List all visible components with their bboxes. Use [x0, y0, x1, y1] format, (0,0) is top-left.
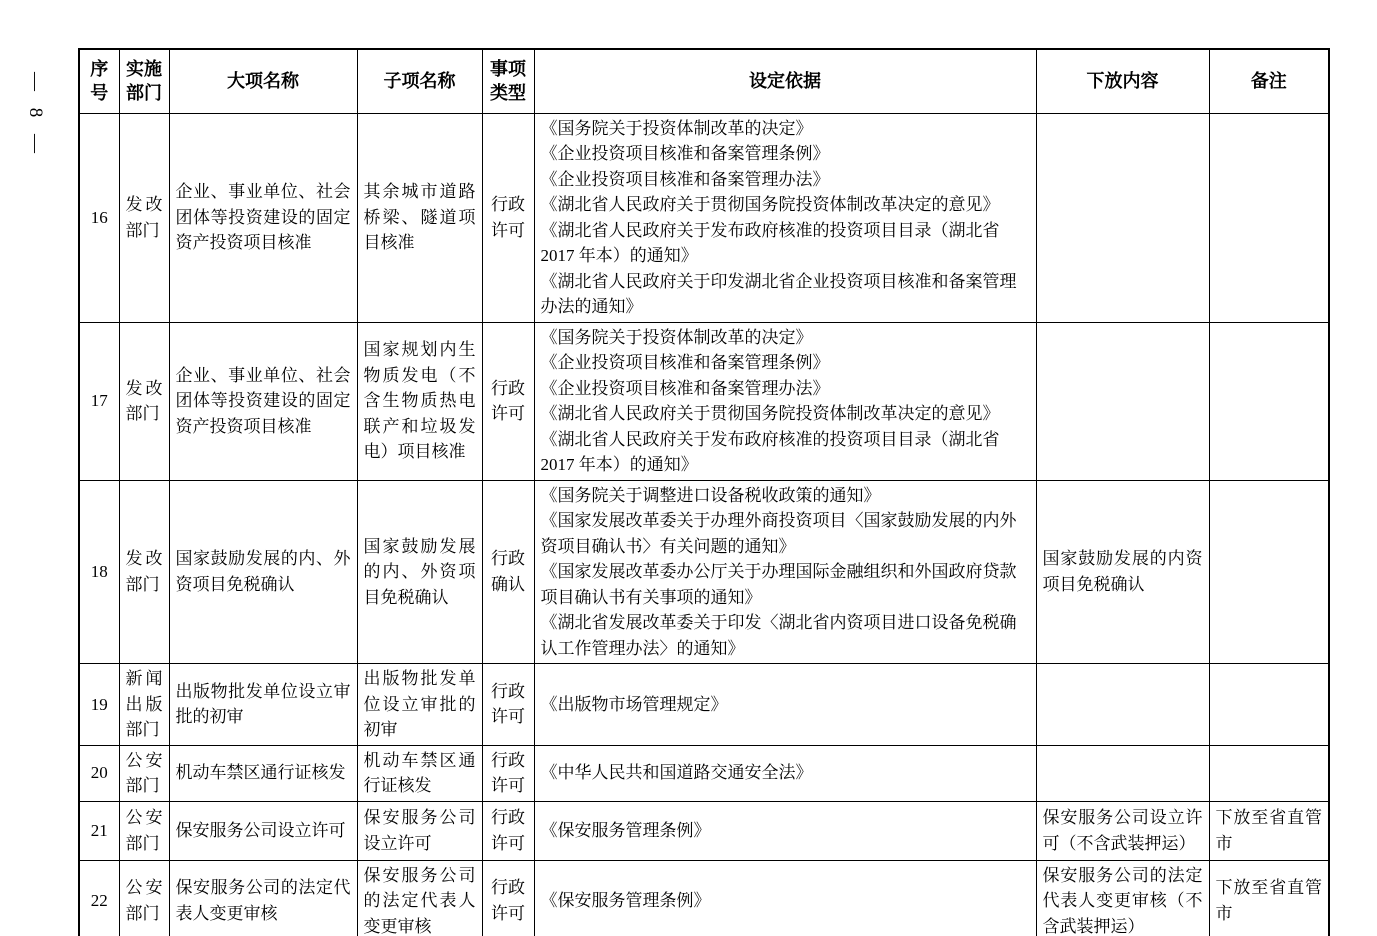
header-delegated: 下放内容	[1036, 49, 1209, 113]
header-sub-name: 子项名称	[357, 49, 482, 113]
cell-dept: 公安部门	[119, 745, 169, 801]
cell-delegated: 保安服务公司设立许可（不含武装押运）	[1036, 801, 1209, 860]
cell-basis: 《出版物市场管理规定》	[534, 664, 1036, 746]
table-row	[79, 664, 1329, 746]
table-row	[79, 745, 1329, 801]
cell-sub-name: 其余城市道路桥梁、隧道项目核准	[357, 113, 482, 322]
cell-remark	[1209, 480, 1329, 664]
cell-basis: 《保安服务管理条例》	[534, 860, 1036, 936]
cell-major-name: 企业、事业单位、社会团体等投资建设的固定资产投资项目核准	[169, 322, 357, 480]
cell-dept: 新闻出版部门	[119, 664, 169, 746]
cell-sub-name: 国家规划内生物质发电（不含生物质热电联产和垃圾发电）项目核准	[357, 322, 482, 480]
cell-item-type: 行政许可	[482, 113, 534, 322]
cell-sub-name: 出版物批发单位设立审批的初审	[357, 664, 482, 746]
cell-major-name: 保安服务公司的法定代表人变更审核	[169, 860, 357, 936]
cell-seq: 19	[79, 664, 119, 746]
header-major-name: 大项名称	[169, 49, 357, 113]
cell-major-name: 企业、事业单位、社会团体等投资建设的固定资产投资项目核准	[169, 113, 357, 322]
cell-basis: 《国务院关于投资体制改革的决定》 《企业投资项目核准和备案管理条例》 《企业投资项目核准和备案管理办法》 《湖北省人民政府关于贯彻国务院投资体制改革决定的意见》 《湖北省人民政府关于发布政府核准的投资项目目录（湖北省 2017 年本）的通知》 《湖北省人民政府关于印发湖北省企业投资项目核准和备案管理办法的通知》	[534, 113, 1036, 322]
cell-delegated	[1036, 113, 1209, 322]
cell-dept: 发改部门	[119, 322, 169, 480]
cell-basis: 《保安服务管理条例》	[534, 801, 1036, 860]
cell-item-type: 行政许可	[482, 664, 534, 746]
cell-delegated	[1036, 745, 1209, 801]
cell-sub-name: 国家鼓励发展的内、外资项目免税确认	[357, 480, 482, 664]
table-row	[79, 860, 1329, 936]
cell-seq: 22	[79, 860, 119, 936]
cell-sub-name: 保安服务公司的法定代表人变更审核	[357, 860, 482, 936]
cell-major-name: 机动车禁区通行证核发	[169, 745, 357, 801]
cell-seq: 17	[79, 322, 119, 480]
header-basis: 设定依据	[534, 49, 1036, 113]
cell-basis: 《中华人民共和国道路交通安全法》	[534, 745, 1036, 801]
delegation-table	[78, 48, 1330, 936]
cell-major-name: 保安服务公司设立许可	[169, 801, 357, 860]
cell-delegated	[1036, 322, 1209, 480]
cell-item-type: 行政许可	[482, 745, 534, 801]
cell-basis: 《国务院关于调整进口设备税收政策的通知》 《国家发展改革委关于办理外商投资项目〈国家鼓励发展的内外资项目确认书〉有关问题的通知》 《国家发展改革委办公厅关于办理国际金融组织和外国政府贷款项目确认书有关事项的通知》 《湖北省发展改革委关于印发〈湖北省内资项目进口设备免税确认工作管理办法〉的通知》	[534, 480, 1036, 664]
cell-remark	[1209, 664, 1329, 746]
cell-dept: 发改部门	[119, 480, 169, 664]
cell-dept: 公安部门	[119, 860, 169, 936]
cell-sub-name: 保安服务公司设立许可	[357, 801, 482, 860]
cell-delegated	[1036, 664, 1209, 746]
cell-item-type: 行政许可	[482, 801, 534, 860]
cell-seq: 16	[79, 113, 119, 322]
cell-remark	[1209, 745, 1329, 801]
table-row	[79, 113, 1329, 322]
header-seq: 序号	[79, 49, 119, 113]
cell-remark	[1209, 113, 1329, 322]
cell-basis: 《国务院关于投资体制改革的决定》 《企业投资项目核准和备案管理条例》 《企业投资项目核准和备案管理办法》 《湖北省人民政府关于贯彻国务院投资体制改革决定的意见》 《湖北省人民政府关于发布政府核准的投资项目目录（湖北省 2017 年本）的通知》	[534, 322, 1036, 480]
table-header-row	[79, 49, 1329, 113]
cell-seq: 21	[79, 801, 119, 860]
table-row	[79, 480, 1329, 664]
cell-item-type: 行政许可	[482, 860, 534, 936]
cell-major-name: 出版物批发单位设立审批的初审	[169, 664, 357, 746]
page-number: — 8 —	[25, 72, 46, 159]
cell-dept: 发改部门	[119, 113, 169, 322]
cell-remark: 下放至省直管市	[1209, 860, 1329, 936]
header-remark: 备注	[1209, 49, 1329, 113]
cell-seq: 20	[79, 745, 119, 801]
cell-delegated: 国家鼓励发展的内资项目免税确认	[1036, 480, 1209, 664]
cell-item-type: 行政确认	[482, 480, 534, 664]
cell-sub-name: 机动车禁区通行证核发	[357, 745, 482, 801]
header-item-type: 事项类型	[482, 49, 534, 113]
cell-seq: 18	[79, 480, 119, 664]
cell-major-name: 国家鼓励发展的内、外资项目免税确认	[169, 480, 357, 664]
cell-dept: 公安部门	[119, 801, 169, 860]
cell-remark	[1209, 322, 1329, 480]
table-row	[79, 801, 1329, 860]
header-dept: 实施部门	[119, 49, 169, 113]
cell-remark: 下放至省直管市	[1209, 801, 1329, 860]
cell-item-type: 行政许可	[482, 322, 534, 480]
table-row	[79, 322, 1329, 480]
cell-delegated: 保安服务公司的法定代表人变更审核（不含武装押运）	[1036, 860, 1209, 936]
